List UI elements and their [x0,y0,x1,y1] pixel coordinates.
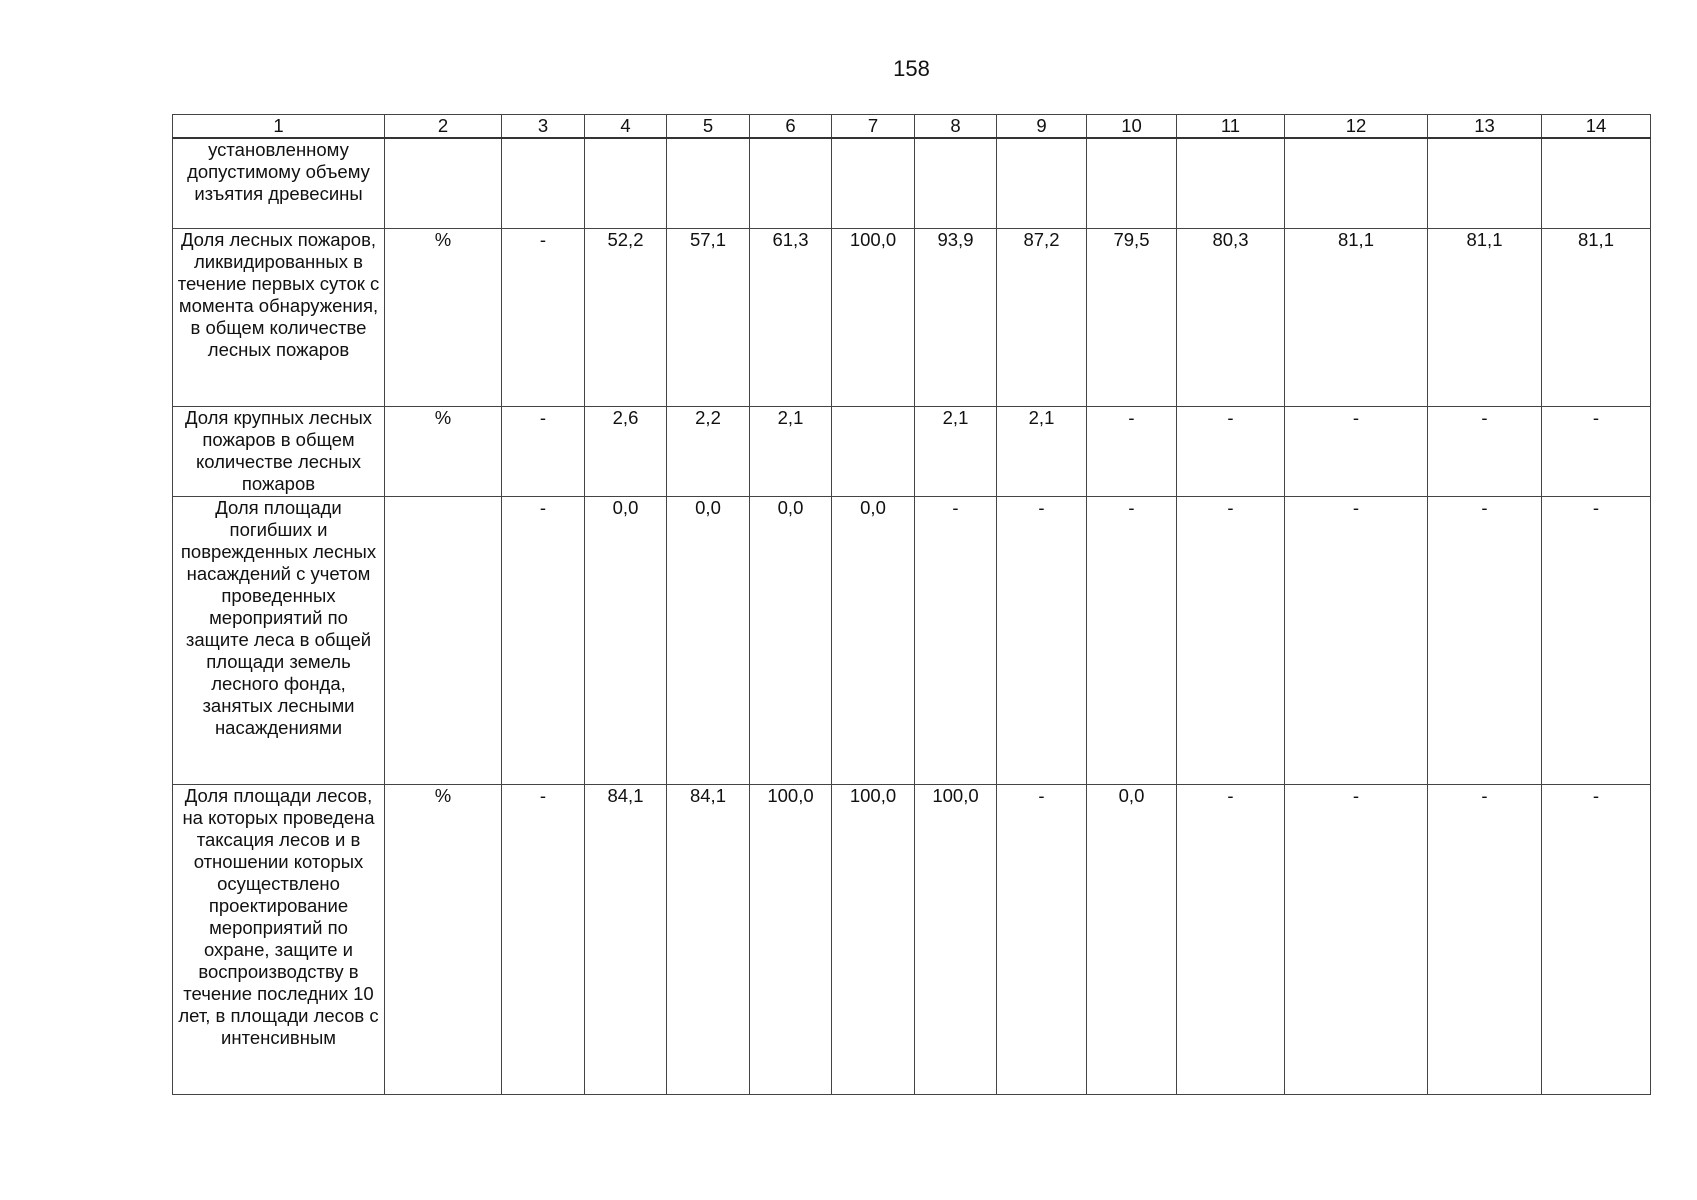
page-number: 158 [893,56,930,81]
table-cell: 2,1 [750,406,832,496]
table-cell: - [1542,784,1651,1094]
table-cell [585,138,667,228]
table-cell: 2,6 [585,406,667,496]
table-cell: - [1285,784,1428,1094]
table-cell: - [1177,784,1285,1094]
column-header: 14 [1542,115,1651,139]
column-header: 12 [1285,115,1428,139]
table-cell [1542,138,1651,228]
table-cell: - [1087,496,1177,784]
column-header: 4 [585,115,667,139]
table-cell: - [502,784,585,1094]
table-cell [915,138,997,228]
table-cell [997,138,1087,228]
row-label: Доля площади лесов, на которых проведена таксация лесов и в отношении которых осуществлено проектирование мероприятий по охране, защите и воспроизводству в течение последних 10 лет, в площади лесов с интенсивным [173,784,385,1094]
table-cell: 81,1 [1428,228,1542,406]
table-cell: 2,1 [997,406,1087,496]
column-header: 2 [385,115,502,139]
table-cell: 100,0 [915,784,997,1094]
table-cell [502,138,585,228]
table-cell: - [1285,406,1428,496]
column-header: 7 [832,115,915,139]
table-cell: 87,2 [997,228,1087,406]
table-row [173,406,1651,496]
indicators-table [172,114,1651,1095]
header-row [173,115,1651,139]
table-cell: 100,0 [832,228,915,406]
table-cell: - [1285,496,1428,784]
table-cell: 93,9 [915,228,997,406]
table-cell: - [997,784,1087,1094]
table-cell: 81,1 [1285,228,1428,406]
table-cell: 81,1 [1542,228,1651,406]
table-cell [1428,138,1542,228]
table-cell: % [385,406,502,496]
table-body [173,115,1651,1095]
table-cell [832,406,915,496]
table-cell: - [1542,496,1651,784]
table-cell: - [502,228,585,406]
column-header: 5 [667,115,750,139]
row-label: установленному допустимому объему изъятия древесины [173,138,385,228]
table-cell [385,496,502,784]
table-row [173,784,1651,1094]
table-cell: 0,0 [832,496,915,784]
table-cell [667,138,750,228]
table-cell: - [502,406,585,496]
column-header: 6 [750,115,832,139]
table-cell: - [1428,496,1542,784]
table-cell [1177,138,1285,228]
table-cell: 100,0 [832,784,915,1094]
table-cell [832,138,915,228]
table-cell: - [997,496,1087,784]
column-header: 11 [1177,115,1285,139]
column-header: 13 [1428,115,1542,139]
table-cell: 100,0 [750,784,832,1094]
table-cell: - [1542,406,1651,496]
table-cell [750,138,832,228]
table-cell [1285,138,1428,228]
table-cell: - [1428,406,1542,496]
column-header: 9 [997,115,1087,139]
table-cell: 57,1 [667,228,750,406]
table-row [173,228,1651,406]
table-cell: 0,0 [585,496,667,784]
column-header: 8 [915,115,997,139]
table-cell: 52,2 [585,228,667,406]
table-cell: - [1087,406,1177,496]
row-label: Доля площади погибших и поврежденных лесных насаждений с учетом проведенных мероприятий по защите леса в общей площади земель лесного фонда, занятых лесными насаждениями [173,496,385,784]
table-cell: - [1177,406,1285,496]
table-cell: 0,0 [1087,784,1177,1094]
column-header: 3 [502,115,585,139]
table-row [173,496,1651,784]
table-cell: % [385,784,502,1094]
row-label: Доля лесных пожаров, ликвидированных в течение первых суток с момента обнаружения, в общем количестве лесных пожаров [173,228,385,406]
table-cell: % [385,228,502,406]
table-cell: 61,3 [750,228,832,406]
table-row [173,138,1651,228]
table-cell: - [1428,784,1542,1094]
table-cell [1087,138,1177,228]
table-cell: 80,3 [1177,228,1285,406]
column-header: 1 [173,115,385,139]
table-cell: - [502,496,585,784]
table-cell: 0,0 [667,496,750,784]
table-cell: - [915,496,997,784]
table-cell: 2,2 [667,406,750,496]
table-cell: 84,1 [667,784,750,1094]
table-cell: 84,1 [585,784,667,1094]
table-cell: 2,1 [915,406,997,496]
row-label: Доля крупных лесных пожаров в общем количестве лесных пожаров [173,406,385,496]
table-cell: 79,5 [1087,228,1177,406]
table-cell [385,138,502,228]
table-cell: 0,0 [750,496,832,784]
table-cell: - [1177,496,1285,784]
column-header: 10 [1087,115,1177,139]
